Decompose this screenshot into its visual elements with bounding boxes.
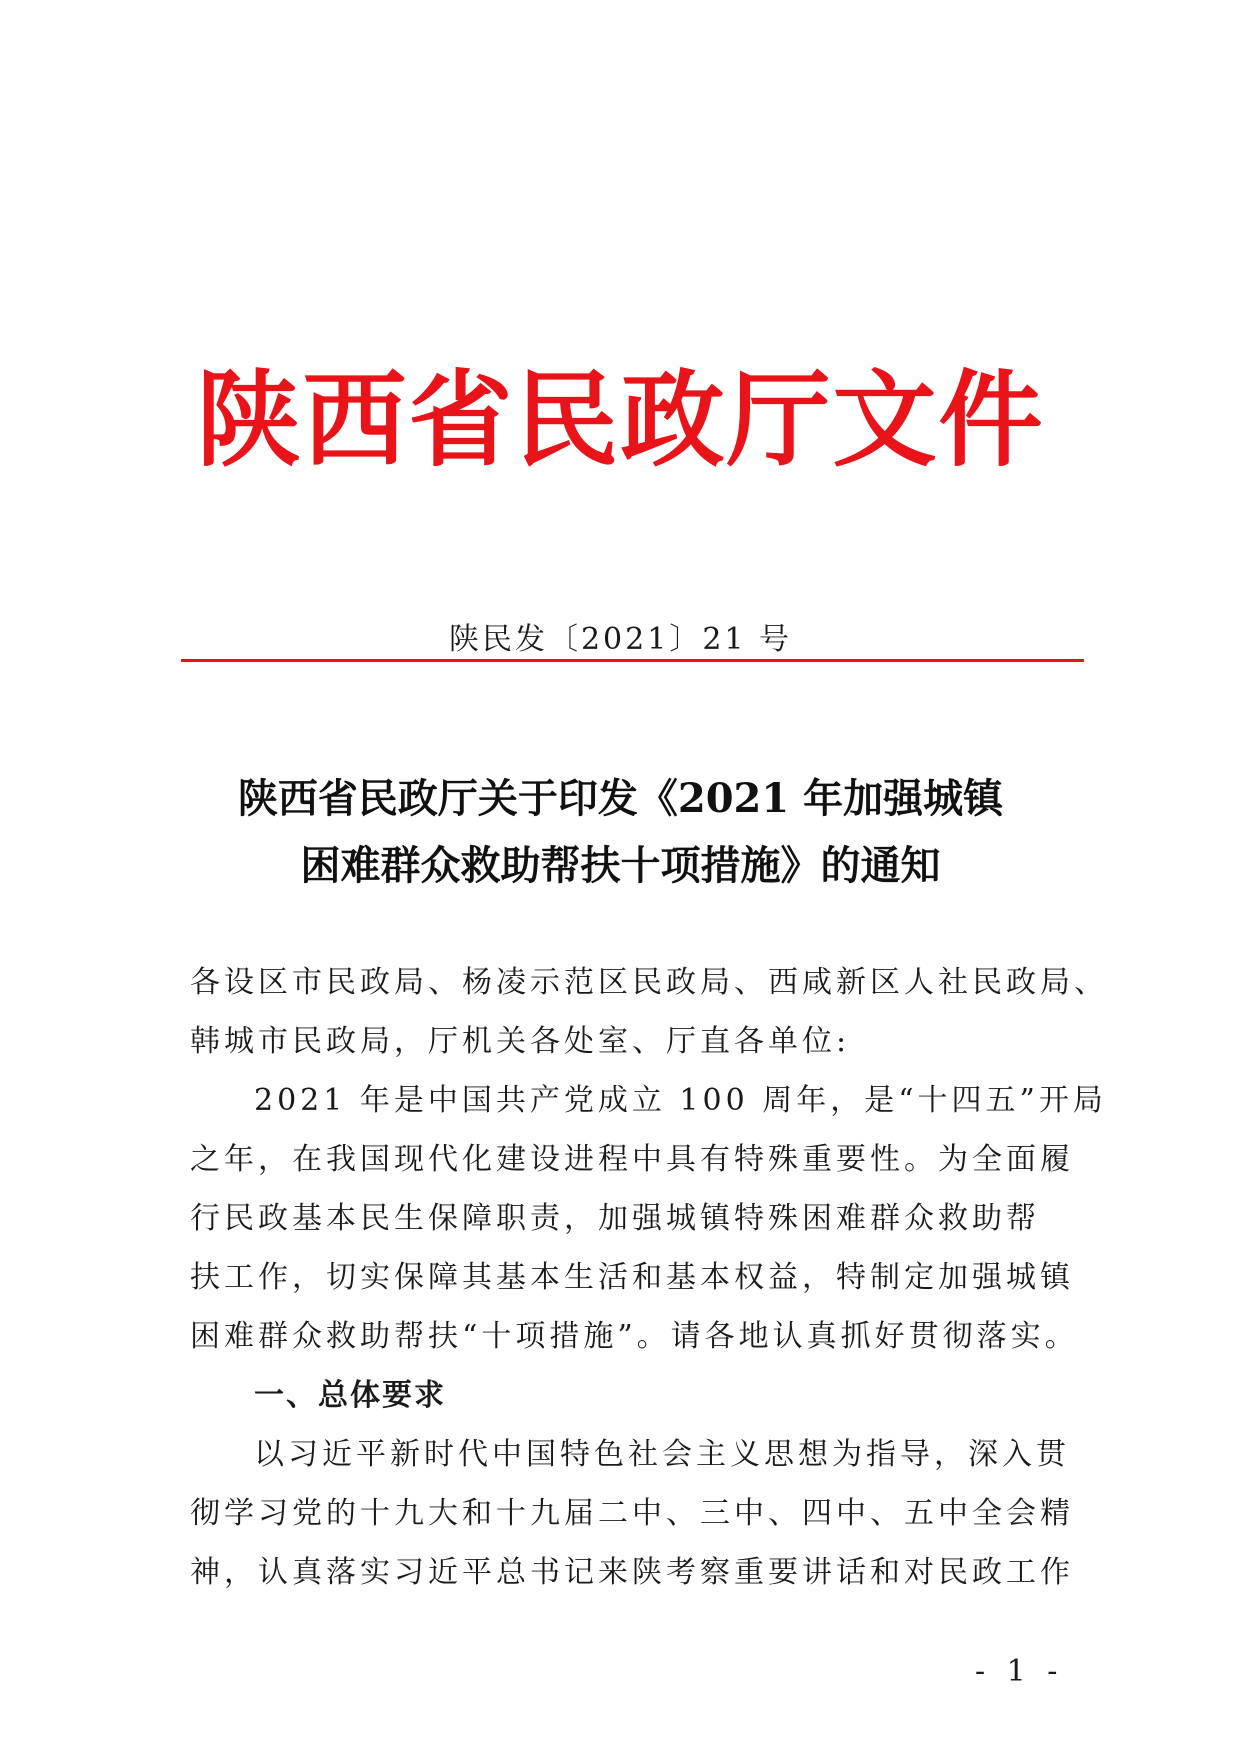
- paragraph-1-line-5: 困难群众救助帮扶“十项措施”。请各地认真抓好贯彻落实。: [190, 1319, 1079, 1354]
- document-number: 陕民发〔2021〕21 号: [448, 622, 793, 657]
- paragraph-1-line-2: 之年，在我国现代化建设进程中具有特殊重要性。为全面履: [190, 1142, 1074, 1177]
- paragraph-1-line-1: 2021 年是中国共产党成立 100 周年，是“十四五”开局: [254, 1083, 1107, 1118]
- paragraph-2-line-2: 彻学习党的十九大和十九届二中、三中、四中、五中全会精: [190, 1496, 1074, 1531]
- red-separator-line: [181, 659, 1084, 662]
- notice-title-line-1: 陕西省民政厅关于印发《2021 年加强城镇: [237, 775, 1004, 822]
- document-body: [190, 953, 1108, 1602]
- addressee-line-2: 韩城市民政局，厅机关各处室、厅直各单位:: [190, 1024, 851, 1059]
- section-1-heading: 一、总体要求: [254, 1378, 446, 1413]
- paragraph-1-line-3: 行民政基本民生保障职责，加强城镇特殊困难群众救助帮: [190, 1201, 1040, 1236]
- notice-title: [0, 765, 1241, 899]
- paragraph-2-line-1: 以习近平新时代中国特色社会主义思想为指导，深入贯: [254, 1437, 1070, 1472]
- paragraph-1-line-4: 扶工作，切实保障其基本生活和基本权益，特制定加强城镇: [190, 1260, 1074, 1295]
- addressee-line-1: 各设区市民政局、杨凌示范区民政局、西咸新区人社民政局、: [190, 965, 1108, 1000]
- masthead-title: 陕西省民政厅文件: [196, 358, 1045, 481]
- paragraph-2-line-3: 神，认真落实习近平总书记来陕考察重要讲话和对民政工作: [190, 1555, 1074, 1590]
- notice-title-line-2: 困难群众救助帮扶十项措施》的通知: [300, 842, 941, 889]
- page-number: - 1 -: [975, 1654, 1064, 1689]
